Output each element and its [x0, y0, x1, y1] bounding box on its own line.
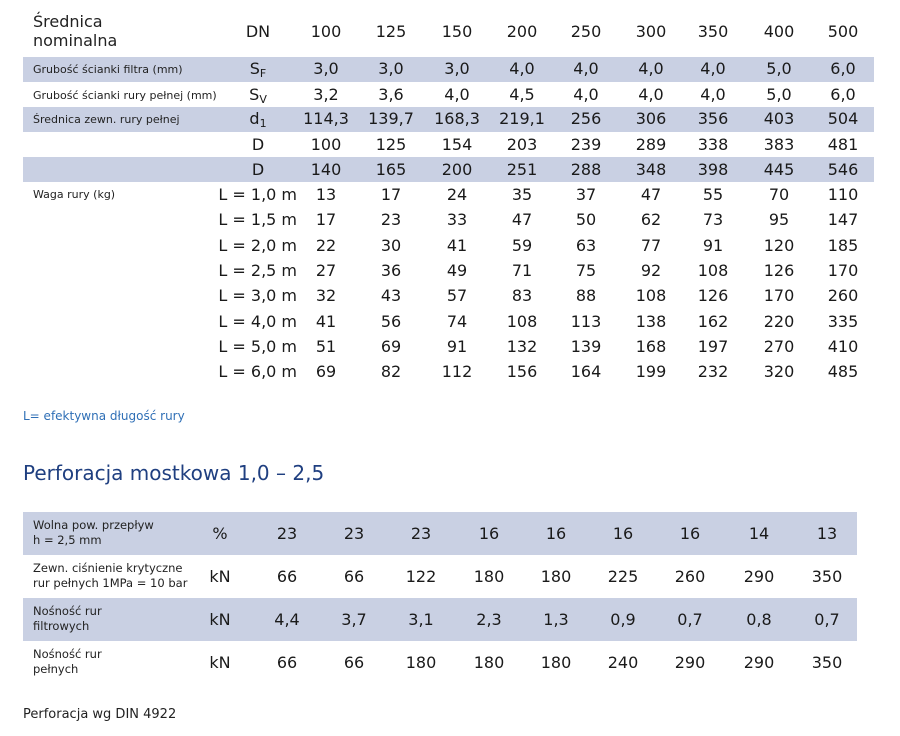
table-cell: 112 — [441, 362, 473, 382]
bottom-row-label — [33, 604, 102, 634]
bottom-row-label-line: h = 2,5 mm — [33, 532, 102, 547]
table-cell: 4,0 — [573, 85, 599, 104]
table-cell: 4,0 — [638, 85, 664, 104]
table-cell: 356 — [697, 109, 729, 128]
table-cell: 91 — [702, 235, 724, 255]
row-symbol-sub: V — [259, 93, 267, 106]
table-cell: 114,3 — [303, 109, 349, 128]
header-value-dn: 500 — [827, 22, 859, 41]
table-cell: 290 — [743, 567, 775, 586]
table-cell: 270 — [763, 336, 795, 356]
table-cell: 350 — [811, 567, 843, 586]
table-cell: 6,0 — [830, 85, 856, 104]
table-cell: 290 — [674, 653, 706, 672]
header-value-dn: 125 — [375, 22, 407, 41]
table-cell: 3,1 — [408, 610, 434, 629]
row-symbol-main: D — [251, 135, 265, 154]
table-cell: 41 — [446, 235, 468, 255]
header-value-dn: 200 — [506, 22, 538, 41]
header-value-dn: 350 — [697, 22, 729, 41]
table-cell: 35 — [511, 185, 533, 204]
table-cell: 51 — [315, 336, 337, 356]
table-cell: 180 — [473, 567, 505, 586]
table-cell: 225 — [607, 567, 639, 586]
table-cell: 165 — [375, 160, 407, 179]
table-cell: 23 — [410, 524, 432, 543]
table-cell: 290 — [743, 653, 775, 672]
table-cell: 66 — [276, 653, 298, 672]
table-cell: 16 — [612, 524, 634, 543]
weight-label: Waga rury (kg) — [33, 188, 116, 201]
table-cell: 83 — [511, 286, 533, 306]
table-cell: 546 — [827, 160, 859, 179]
table-cell: 4,0 — [700, 85, 726, 104]
table-cell: 77 — [640, 235, 662, 255]
table-cell: 180 — [540, 653, 572, 672]
row-symbol-main: S — [249, 85, 260, 104]
bottom-row-label-line: Nośność rur — [33, 647, 102, 661]
table-cell: 5,0 — [766, 85, 792, 104]
table-cell: 147 — [827, 210, 859, 230]
header-value-dn: 150 — [441, 22, 473, 41]
bottom-row-unit: % — [212, 524, 228, 543]
table-cell: 251 — [506, 160, 538, 179]
row-symbol — [238, 137, 278, 155]
table-cell: 260 — [674, 567, 706, 586]
table-cell: 306 — [635, 109, 667, 128]
table-cell: 3,2 — [313, 85, 339, 104]
weight-length: L = 1,5 m — [218, 210, 297, 230]
table-cell: 69 — [315, 362, 337, 382]
table-cell: 445 — [763, 160, 795, 179]
table-cell: 220 — [763, 311, 795, 331]
table-cell: 4,0 — [638, 59, 664, 78]
table-cell: 36 — [380, 260, 402, 280]
table-cell: 0,7 — [814, 610, 840, 629]
table-cell: 338 — [697, 135, 729, 154]
table-cell: 410 — [827, 336, 859, 356]
footnote: L= efektywna długość rury — [23, 409, 185, 423]
table-cell: 485 — [827, 362, 859, 382]
table-cell: 170 — [763, 286, 795, 306]
table-cell: 71 — [511, 260, 533, 280]
header-value-dn: 400 — [763, 22, 795, 41]
table-cell: 4,4 — [274, 610, 300, 629]
table-cell: 4,5 — [509, 85, 535, 104]
table-cell: 203 — [506, 135, 538, 154]
bottom-footnote: Perforacja wg DIN 4922 — [23, 707, 177, 722]
table-cell: 47 — [511, 210, 533, 230]
table-cell: 125 — [375, 135, 407, 154]
table-cell: 63 — [575, 235, 597, 255]
header-value-dn: 250 — [570, 22, 602, 41]
row-symbol-sub: 1 — [259, 117, 267, 130]
table-cell: 403 — [763, 109, 795, 128]
bottom-row-label-line: Zewn. ciśnienie krytyczne — [33, 561, 183, 575]
row-symbol — [238, 111, 278, 129]
table-cell: 95 — [768, 210, 790, 230]
table-cell: 164 — [570, 362, 602, 382]
bottom-row-label-line: pełnych — [33, 661, 79, 676]
table-cell: 62 — [640, 210, 662, 230]
table-cell: 138 — [635, 311, 667, 331]
table-cell: 139 — [570, 336, 602, 356]
header-label — [33, 12, 117, 50]
table-cell: 140 — [310, 160, 342, 179]
table-cell: 256 — [570, 109, 602, 128]
table-cell: 108 — [697, 260, 729, 280]
bottom-row-label-line: rur pełnych 1MPa = 10 bar — [33, 575, 188, 590]
table-cell: 3,0 — [313, 59, 339, 78]
table-cell: 55 — [702, 185, 724, 204]
weight-length: L = 6,0 m — [218, 362, 297, 382]
table-cell: 4,0 — [444, 85, 470, 104]
table-cell: 504 — [827, 109, 859, 128]
table-cell: 16 — [545, 524, 567, 543]
table-cell: 108 — [635, 286, 667, 306]
table-cell: 481 — [827, 135, 859, 154]
row-symbol — [238, 61, 278, 79]
table-cell: 288 — [570, 160, 602, 179]
header-unit: DN — [245, 22, 271, 41]
table-cell: 110 — [827, 185, 859, 204]
table-cell: 43 — [380, 286, 402, 306]
table-cell: 23 — [343, 524, 365, 543]
table-cell: 27 — [315, 260, 337, 280]
table-cell: 75 — [575, 260, 597, 280]
row-symbol — [238, 162, 278, 180]
table-cell: 185 — [827, 235, 859, 255]
table-cell: 398 — [697, 160, 729, 179]
header-value-dn: 100 — [310, 22, 342, 41]
weight-length: L = 2,5 m — [218, 260, 297, 280]
table-cell: 348 — [635, 160, 667, 179]
table-cell: 154 — [441, 135, 473, 154]
bottom-row-label-line: Nośność rur — [33, 604, 102, 618]
table-cell: 73 — [702, 210, 724, 230]
bottom-row-unit: kN — [209, 610, 231, 629]
table-cell: 383 — [763, 135, 795, 154]
table-cell: 66 — [276, 567, 298, 586]
table-cell: 4,0 — [700, 59, 726, 78]
table-cell: 240 — [607, 653, 639, 672]
table-cell: 232 — [697, 362, 729, 382]
table-cell: 32 — [315, 286, 337, 306]
table-cell: 13 — [816, 524, 838, 543]
row-symbol-sub: F — [259, 67, 267, 80]
weight-length: L = 5,0 m — [218, 336, 297, 356]
table-cell: 49 — [446, 260, 468, 280]
header-label-line1: Średnica — [33, 12, 103, 31]
table-cell: 57 — [446, 286, 468, 306]
table-cell: 170 — [827, 260, 859, 280]
table-cell: 350 — [811, 653, 843, 672]
table-cell: 122 — [405, 567, 437, 586]
table-cell: 92 — [640, 260, 662, 280]
table-cell: 180 — [405, 653, 437, 672]
table-cell: 23 — [276, 524, 298, 543]
table-cell: 126 — [697, 286, 729, 306]
row-label: Średnica zewn. rury pełnej — [33, 113, 180, 126]
table-cell: 113 — [570, 311, 602, 331]
table-cell: 4,0 — [573, 59, 599, 78]
table-cell: 56 — [380, 311, 402, 331]
row-label: Grubość ścianki filtra (mm) — [33, 63, 183, 76]
table-cell: 82 — [380, 362, 402, 382]
table-cell: 180 — [540, 567, 572, 586]
table-cell: 335 — [827, 311, 859, 331]
table-cell: 120 — [763, 235, 795, 255]
table-cell: 132 — [506, 336, 538, 356]
row-symbol-main: D — [251, 160, 265, 179]
table-cell: 91 — [446, 336, 468, 356]
table-cell: 37 — [575, 185, 597, 204]
table-cell: 50 — [575, 210, 597, 230]
table-cell: 17 — [380, 185, 402, 204]
table-cell: 16 — [679, 524, 701, 543]
table-cell: 260 — [827, 286, 859, 306]
bottom-row-label-line: Wolna pow. przepływ — [33, 518, 154, 532]
table-cell: 13 — [315, 185, 337, 204]
weight-length: L = 4,0 m — [218, 311, 297, 331]
table-cell: 41 — [315, 311, 337, 331]
bottom-row-label-line: filtrowych — [33, 618, 90, 633]
section-title: Perforacja mostkowa 1,0 – 2,5 — [23, 461, 325, 485]
table-cell: 320 — [763, 362, 795, 382]
table-cell: 3,7 — [341, 610, 367, 629]
table-cell: 4,0 — [509, 59, 535, 78]
table-cell: 0,8 — [746, 610, 772, 629]
table-cell: 3,0 — [444, 59, 470, 78]
table-cell: 168 — [635, 336, 667, 356]
header-label-line2: nominalna — [33, 31, 118, 50]
table-cell: 289 — [635, 135, 667, 154]
table-cell: 16 — [478, 524, 500, 543]
table-cell: 14 — [748, 524, 770, 543]
table-cell: 197 — [697, 336, 729, 356]
table-cell: 126 — [763, 260, 795, 280]
table-cell: 3,6 — [378, 85, 404, 104]
table-cell: 88 — [575, 286, 597, 306]
row-symbol — [238, 87, 278, 105]
bottom-row-label — [33, 647, 102, 677]
row-symbol-main: S — [249, 59, 260, 78]
table-cell: 0,9 — [610, 610, 636, 629]
table-cell: 156 — [506, 362, 538, 382]
table-cell: 3,0 — [378, 59, 404, 78]
table-cell: 100 — [310, 135, 342, 154]
bottom-row-unit: kN — [209, 653, 231, 672]
table-cell: 23 — [380, 210, 402, 230]
table-cell: 2,3 — [476, 610, 502, 629]
table-cell: 70 — [768, 185, 790, 204]
weight-length: L = 1,0 m — [218, 185, 297, 204]
table-cell: 162 — [697, 311, 729, 331]
bottom-row-label — [33, 518, 154, 548]
table-cell: 33 — [446, 210, 468, 230]
bottom-row-unit: kN — [209, 567, 231, 586]
table-cell: 66 — [343, 653, 365, 672]
table-cell: 6,0 — [830, 59, 856, 78]
table-cell: 108 — [506, 311, 538, 331]
row-symbol-main: d — [249, 109, 260, 128]
table-cell: 219,1 — [499, 109, 545, 128]
table-cell: 17 — [315, 210, 337, 230]
table-cell: 1,3 — [543, 610, 569, 629]
table-cell: 69 — [380, 336, 402, 356]
table-cell: 0,7 — [677, 610, 703, 629]
table-cell: 199 — [635, 362, 667, 382]
table-cell: 139,7 — [368, 109, 414, 128]
weight-length: L = 3,0 m — [218, 286, 297, 306]
table-cell: 5,0 — [766, 59, 792, 78]
table-cell: 239 — [570, 135, 602, 154]
row-label: Grubość ścianki rury pełnej (mm) — [33, 89, 217, 102]
table-cell: 66 — [343, 567, 365, 586]
table-cell: 47 — [640, 185, 662, 204]
table-cell: 180 — [473, 653, 505, 672]
table-cell: 22 — [315, 235, 337, 255]
table-cell: 200 — [441, 160, 473, 179]
table-cell: 74 — [446, 311, 468, 331]
table-cell: 30 — [380, 235, 402, 255]
header-value-dn: 300 — [635, 22, 667, 41]
table-cell: 59 — [511, 235, 533, 255]
table-cell: 24 — [446, 185, 468, 204]
bottom-row-label — [33, 561, 187, 591]
weight-length: L = 2,0 m — [218, 235, 297, 255]
table-cell: 168,3 — [434, 109, 480, 128]
